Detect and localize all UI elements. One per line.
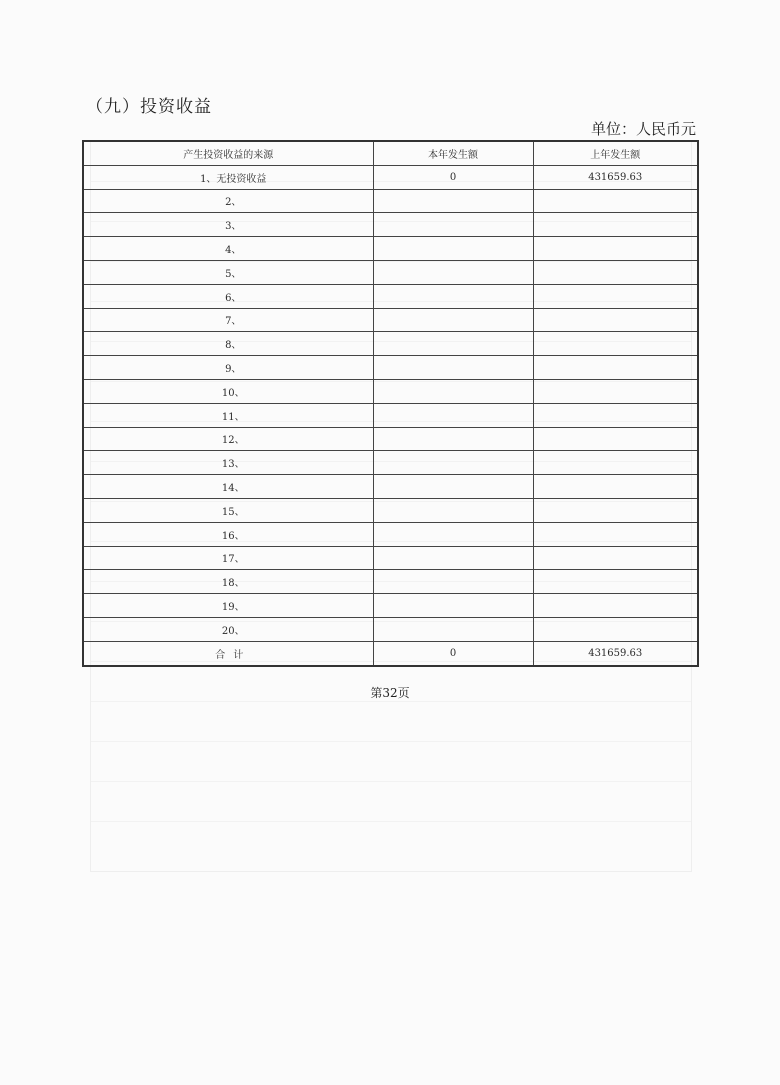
table-header-row bbox=[83, 141, 698, 165]
row-source-cell: 2、 bbox=[83, 189, 373, 213]
total-label: 合计 bbox=[83, 641, 373, 665]
table-row bbox=[83, 546, 698, 570]
row-source-cell: 16、 bbox=[83, 522, 373, 546]
table-row bbox=[83, 427, 698, 451]
row-source-cell: 17、 bbox=[83, 546, 373, 570]
row-source-cell: 14、 bbox=[83, 475, 373, 499]
row-source-cell: 6、 bbox=[83, 284, 373, 308]
row-prior-year-cell bbox=[533, 332, 698, 356]
row-source-cell: 20、 bbox=[83, 617, 373, 641]
row-prior-year-cell bbox=[533, 498, 698, 522]
row-current-year-cell bbox=[373, 379, 533, 403]
table-row bbox=[83, 356, 698, 380]
table-row bbox=[83, 213, 698, 237]
row-current-year-cell bbox=[373, 213, 533, 237]
row-current-year-cell bbox=[373, 570, 533, 594]
row-current-year-cell bbox=[373, 522, 533, 546]
row-current-year-cell bbox=[373, 284, 533, 308]
row-source-cell: 19、 bbox=[83, 594, 373, 618]
row-source-cell: 8、 bbox=[83, 332, 373, 356]
row-prior-year-cell bbox=[533, 213, 698, 237]
table-row bbox=[83, 189, 698, 213]
total-prior-year: 431659.63 bbox=[533, 641, 698, 665]
table-total-row bbox=[83, 641, 698, 665]
row-source-cell: 10、 bbox=[83, 379, 373, 403]
header-source: 产生投资收益的来源 bbox=[83, 141, 373, 165]
row-source-cell: 9、 bbox=[83, 356, 373, 380]
total-current-year: 0 bbox=[373, 641, 533, 665]
table-row bbox=[83, 475, 698, 499]
table-row bbox=[83, 237, 698, 261]
page-number: 第32页 bbox=[370, 686, 410, 700]
row-prior-year-cell bbox=[533, 475, 698, 499]
row-current-year-cell bbox=[373, 427, 533, 451]
row-prior-year-cell bbox=[533, 522, 698, 546]
row-current-year-cell bbox=[373, 475, 533, 499]
investment-income-table bbox=[82, 140, 697, 667]
row-current-year-cell bbox=[373, 546, 533, 570]
table-row bbox=[83, 284, 698, 308]
row-source-cell: 7、 bbox=[83, 308, 373, 332]
row-source-cell: 18、 bbox=[83, 570, 373, 594]
row-current-year-cell bbox=[373, 189, 533, 213]
row-source-cell: 1、无投资收益 bbox=[83, 165, 373, 189]
table-row bbox=[83, 617, 698, 641]
table-row bbox=[83, 594, 698, 618]
table-row bbox=[83, 451, 698, 475]
row-prior-year-cell bbox=[533, 617, 698, 641]
row-current-year-cell bbox=[373, 403, 533, 427]
row-source-cell: 13、 bbox=[83, 451, 373, 475]
table-row bbox=[83, 165, 698, 189]
section-title: （九）投资收益 bbox=[86, 97, 212, 117]
table-row bbox=[83, 379, 698, 403]
row-prior-year-cell bbox=[533, 403, 698, 427]
row-source-cell: 15、 bbox=[83, 498, 373, 522]
row-prior-year-cell bbox=[533, 570, 698, 594]
row-prior-year-cell bbox=[533, 237, 698, 261]
row-prior-year-cell: 431659.63 bbox=[533, 165, 698, 189]
row-prior-year-cell bbox=[533, 356, 698, 380]
row-prior-year-cell bbox=[533, 451, 698, 475]
row-prior-year-cell bbox=[533, 594, 698, 618]
row-current-year-cell: 0 bbox=[373, 165, 533, 189]
row-current-year-cell bbox=[373, 617, 533, 641]
row-prior-year-cell bbox=[533, 284, 698, 308]
row-prior-year-cell bbox=[533, 260, 698, 284]
row-source-cell: 11、 bbox=[83, 403, 373, 427]
table-row bbox=[83, 403, 698, 427]
table-row bbox=[83, 308, 698, 332]
row-source-cell: 3、 bbox=[83, 213, 373, 237]
table-row bbox=[83, 522, 698, 546]
row-prior-year-cell bbox=[533, 308, 698, 332]
row-current-year-cell bbox=[373, 237, 533, 261]
table-row bbox=[83, 570, 698, 594]
header-current-year: 本年发生额 bbox=[373, 141, 533, 165]
row-current-year-cell bbox=[373, 498, 533, 522]
table-row bbox=[83, 498, 698, 522]
row-current-year-cell bbox=[373, 451, 533, 475]
row-current-year-cell bbox=[373, 260, 533, 284]
row-current-year-cell bbox=[373, 308, 533, 332]
row-prior-year-cell bbox=[533, 379, 698, 403]
table-row bbox=[83, 260, 698, 284]
row-source-cell: 5、 bbox=[83, 260, 373, 284]
header-prior-year: 上年发生额 bbox=[533, 141, 698, 165]
currency-unit-label: 单位：人民币元 bbox=[590, 120, 696, 138]
row-prior-year-cell bbox=[533, 427, 698, 451]
row-prior-year-cell bbox=[533, 189, 698, 213]
row-source-cell: 12、 bbox=[83, 427, 373, 451]
row-current-year-cell bbox=[373, 594, 533, 618]
row-current-year-cell bbox=[373, 332, 533, 356]
row-prior-year-cell bbox=[533, 546, 698, 570]
table-row bbox=[83, 332, 698, 356]
row-source-cell: 4、 bbox=[83, 237, 373, 261]
row-current-year-cell bbox=[373, 356, 533, 380]
